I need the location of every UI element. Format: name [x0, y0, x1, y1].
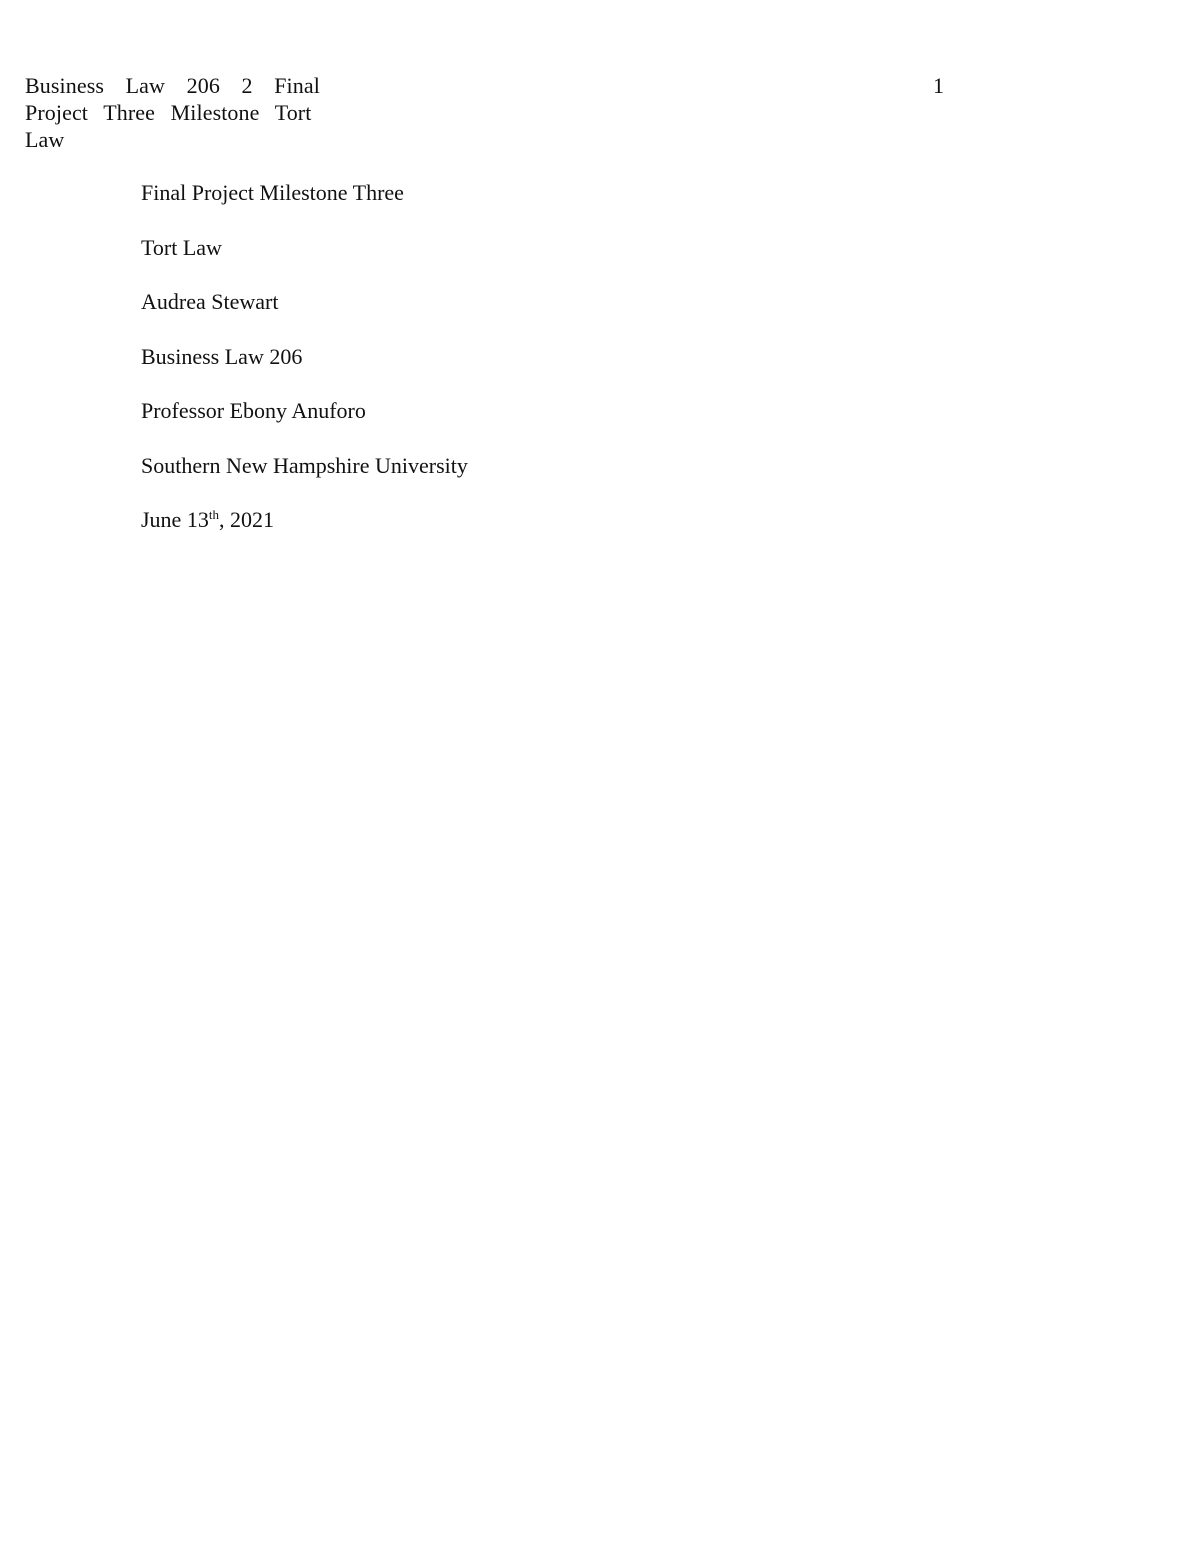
- submission-date: [141, 505, 468, 560]
- date-prefix: June 13: [141, 507, 209, 532]
- paper-subtitle: Tort Law: [141, 234, 222, 260]
- running-head-line-2: Project Three Milestone Tort: [25, 100, 312, 125]
- course-name: Business Law 206: [141, 343, 303, 369]
- date-ordinal-suffix: th: [208, 507, 219, 522]
- running-head-line-1: Business Law 206 2 Final: [25, 73, 320, 98]
- paper-title: Final Project Milestone Three: [141, 180, 404, 205]
- running-head-line-3: Law: [25, 127, 65, 152]
- author-name: Audrea Stewart: [141, 289, 279, 314]
- running-head: [25, 72, 335, 153]
- date-rest: , 2021: [218, 507, 274, 532]
- instructor-name: Professor Ebony Anuforo: [141, 398, 366, 423]
- institution-name: Southern New Hampshire University: [141, 452, 468, 478]
- title-page-block: [141, 178, 468, 560]
- page-number: 1: [933, 73, 944, 98]
